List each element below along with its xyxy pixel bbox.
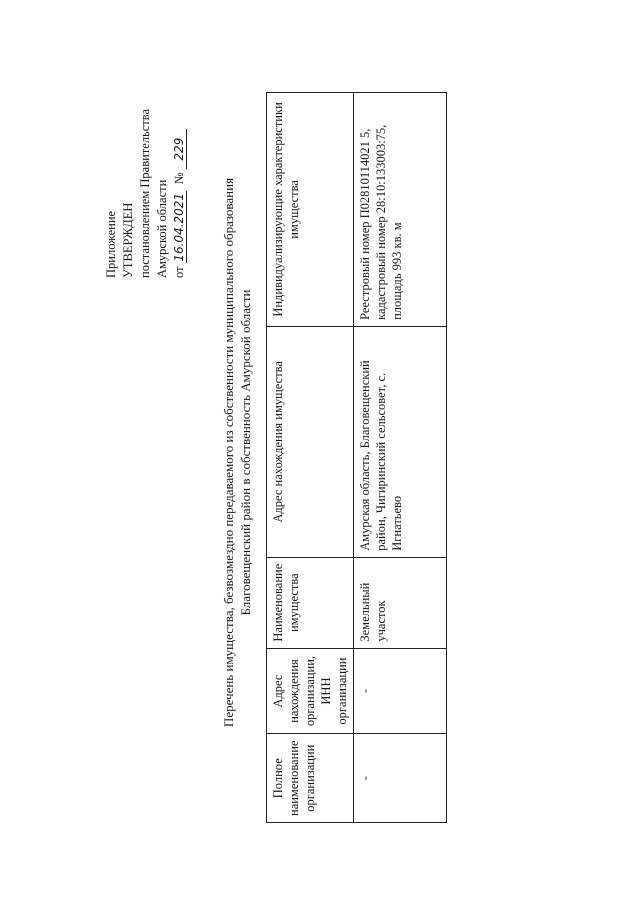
header-property-address: Адрес нахождения имущества [267,326,354,557]
document-title [220,0,254,905]
title-line-1: Перечень имущества, безвозмездно передаваемого из собственности муниципального образования [221,177,236,728]
number-prefix: № [172,172,186,185]
property-table [266,92,447,823]
header-property-name: Наименование имущества [267,557,354,648]
cell-property-name: Земельный участок [354,557,447,648]
approval-date-line [171,109,188,278]
approval-line-appendix: Приложение [104,210,118,278]
approval-line-region: Амурской области [155,179,169,278]
date-prefix: от [172,266,186,278]
table-header-row [267,93,354,823]
approval-line-resolution: постановлением Правительства [138,108,152,278]
header-org-name: Полное наименование организации [267,734,354,823]
handwritten-number: 229 [173,129,187,169]
cell-property-address: Амурская область, Благовещенский район, Чигиринский сельсовет, с. Игнатьево [354,326,447,557]
header-org-address: Адрес нахождения организации, ИНН организации [267,648,354,734]
title-line-2: Благовещенский район в собственность Амурской области [238,289,253,616]
header-property-details: Индивидуализирующие характеристики имущества [267,93,354,327]
cell-org-address: - [354,648,447,734]
cell-org-name: - [354,734,447,823]
table-row [354,93,447,823]
approval-stamp [103,109,188,278]
cell-property-details: Реестровый номер П02810114021 5, кадастровый номер 28:10:133003:75, площадь 993 кв. м [354,93,447,327]
handwritten-date: 16.04.2021 [172,192,186,262]
approval-line-approved: УТВЕРЖДЕН [121,202,135,278]
